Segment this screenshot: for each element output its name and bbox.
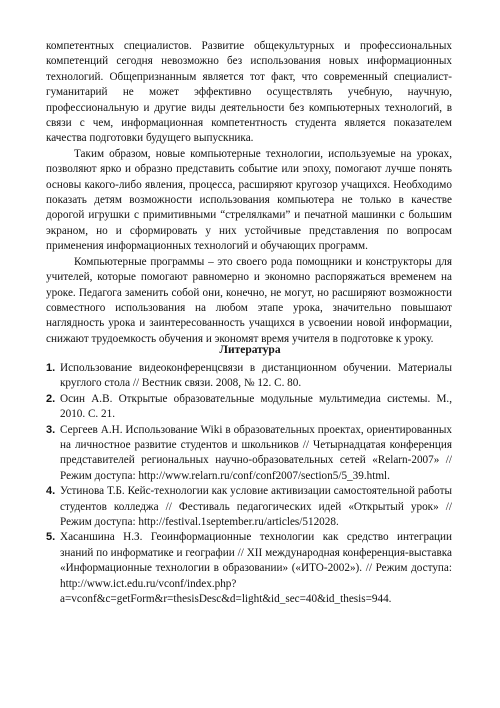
reference-text: Устинова Т.Б. Кейс-технологии как условие активизации самостоятельной работы студентов колледжа // Фестиваль педагогических идей «Открытый урок» // Режим доступа: http://festival.1september.ru/articles/512028. — [60, 485, 452, 529]
reference-item — [46, 423, 452, 485]
reference-number: 1. — [46, 362, 56, 374]
reference-number: 4. — [46, 485, 56, 498]
reference-text: Использование видеоконференцсвязи в дистанционном обучении. Материалы круглого стола // Вестник связи. 2008, № 12. С. 80. — [60, 362, 452, 390]
reference-text: Осин А.В. Открытые образовательные модульные мультимедиа системы. М., 2010. С. 21. — [60, 392, 452, 421]
reference-number: 3. — [46, 423, 56, 436]
reference-number: 2. — [46, 392, 56, 405]
reference-item — [46, 530, 452, 607]
reference-text: Сергеев А.Н. Использование Wiki в образовательных проектах, ориентированных на личностное развитие студентов и школьников // Четырнадцатая конференция представителей региональных научно-образовательных сетей «Relarn-2007» // Режим доступа: http://www.relarn.ru/conf/conf2007/section5/5_39.html. — [60, 423, 452, 482]
references-list — [46, 361, 452, 608]
body-text — [46, 39, 452, 347]
reference-item — [46, 484, 452, 530]
reference-text: Хасаншина Н.З. Геоинформационные технологии как средство интеграции знаний по информатике и географии // XII международная конференция-выставка «Информационные технологии в образовании» («ИТО-2002»). // Режим доступа: http://www.ict.edu.ru/vconf/index.php?a=vconf&c=getForm&r=thesisDesc&d=light&id_sec=40&id_thesis=944. — [60, 531, 452, 606]
references-heading: Литература — [219, 344, 281, 356]
paragraph: Таким образом, новые компьютерные технологии, используемые на уроках, позволяют ярко и образно представить событие или эпоху, помогают лучше понять основы какого-либо явления, процесса, расширяют кругозор учащихся. Необходимо показать детям возможности использования компьютера не только в качестве дорогой игрушки с примитивными “стрелялками” и печатной машинки с большим экраном, но и сформировать у них устойчивые представления по вопросам применения информационных технологий и обучающих программ. — [46, 147, 452, 253]
reference-item — [46, 392, 452, 423]
reference-number: 5. — [46, 531, 56, 544]
paragraph: компетентных специалистов. Развитие общекультурных и профессиональных компетенций сегодня невозможно без использования новых информационных технологий. Общепризнанным является тот факт, что современный специалист-гуманитарий не может эффективно осуществлять учебную, научную, профессиональную и другие виды деятельности без компьютерных технологий, в связи с чем, информационная компетентность студента является показателем качества подготовки будущего выпускника. — [46, 40, 452, 145]
reference-item — [46, 361, 452, 392]
paragraph: Компьютерные программы – это своего рода помощники и конструкторы для учителей, которые помогают равномерно и экономно распоряжаться временем на уроке. Педагога заменить собой они, конечно, не могут, но расширяют возможности совместного использования на любом этапе урока, значительно повышают наглядность урока и заинтересованность учащихся в усвоении новой информации, снижают трудоемкость обучения и экономят время учителя в подготовке к уроку. — [46, 255, 452, 345]
